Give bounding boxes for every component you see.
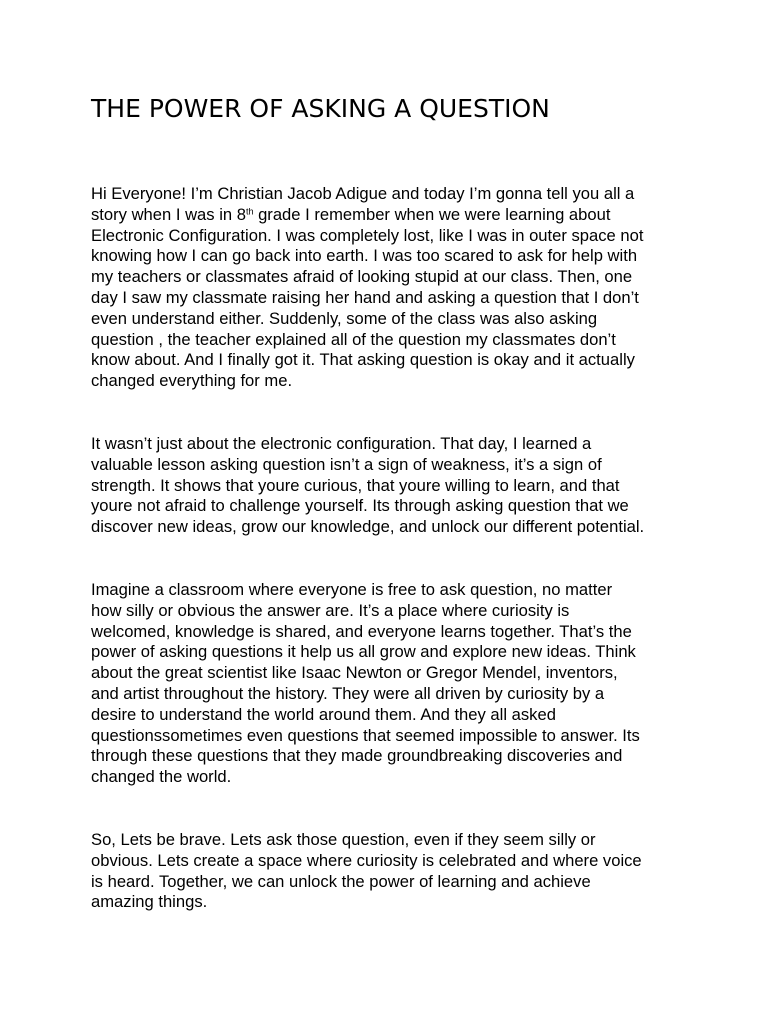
paragraph-line: It wasn’t just about the electronic configuration. That day, I learned a: [91, 434, 592, 453]
paragraph-line: know about. And I finally got it. That asking question is okay and it actually: [91, 350, 635, 370]
line-text: story when I was in 8: [91, 204, 246, 224]
paragraph-line: day I saw my classmate raising her hand and asking a question that I don’t: [91, 287, 639, 307]
paragraph-line: So, Lets be brave. Lets ask those question, even if they seem silly or: [91, 830, 596, 849]
paragraph-line: changed the world.: [91, 767, 232, 787]
line-text: grade I remember when we were learning about: [253, 204, 611, 224]
paragraph-line: amazing things.: [91, 892, 208, 912]
paragraph-2: [91, 434, 691, 538]
paragraph-line: questionssometimes even questions that seemed impossible to answer. Its: [91, 725, 640, 745]
paragraph-line: desire to understand the world around them. And they all asked: [91, 704, 556, 724]
paragraph-line: Imagine a classroom where everyone is free to ask question, no matter: [91, 580, 613, 599]
paragraph-line: discover new ideas, grow our knowledge, and unlock our different potential.: [91, 517, 645, 537]
paragraph-line: valuable lesson asking question isn’t a sign of weakness, it’s a sign of: [91, 454, 602, 474]
paragraph-line: my teachers or classmates afraid of looking stupid at our class. Then, one: [91, 267, 633, 287]
paragraph-4: [91, 830, 691, 913]
paragraph-line: welcomed, knowledge is shared, and everyone learns together. That’s the: [91, 621, 632, 641]
paragraph-line: even understand either. Suddenly, some of the class was also asking: [91, 308, 598, 328]
paragraph-line: how silly or obvious the answer are. It’s a place where curiosity is: [91, 600, 570, 620]
paragraph-line: youre not afraid to challenge yourself. Its through asking question that we: [91, 496, 629, 516]
paragraph-1: [91, 184, 691, 392]
paragraph-line: Hi Everyone! I’m Christian Jacob Adigue and today I’m gonna tell you all a: [91, 184, 635, 203]
document-title: THE POWER OF ASKING A QUESTION: [91, 94, 550, 123]
paragraph-line: strength. It shows that youre curious, that youre willing to learn, and that: [91, 475, 620, 495]
paragraph-line: [91, 205, 691, 226]
paragraph-line: and artist throughout the history. They were all driven by curiosity by a: [91, 683, 605, 703]
paragraph-line: power of asking questions it help us all grow and explore new ideas. Think: [91, 642, 636, 662]
paragraph-line: knowing how I can go back into earth. I was too scared to ask for help with: [91, 246, 638, 266]
paragraph-line: question , the teacher explained all of the question my classmates don’t: [91, 329, 616, 349]
paragraph-line: changed everything for me.: [91, 371, 293, 391]
paragraph-line: is heard. Together, we can unlock the power of learning and achieve: [91, 871, 591, 891]
paragraph-line: Electronic Configuration. I was completely lost, like I was in outer space not: [91, 225, 644, 245]
paragraph-line: about the great scientist like Isaac Newton or Gregor Mendel, inventors,: [91, 663, 618, 683]
superscript: th: [245, 206, 254, 217]
paragraph-3: [91, 580, 691, 788]
paragraph-line: through these questions that they made groundbreaking discoveries and: [91, 746, 623, 766]
paragraph-line: obvious. Lets create a space where curiosity is celebrated and where voice: [91, 850, 642, 870]
